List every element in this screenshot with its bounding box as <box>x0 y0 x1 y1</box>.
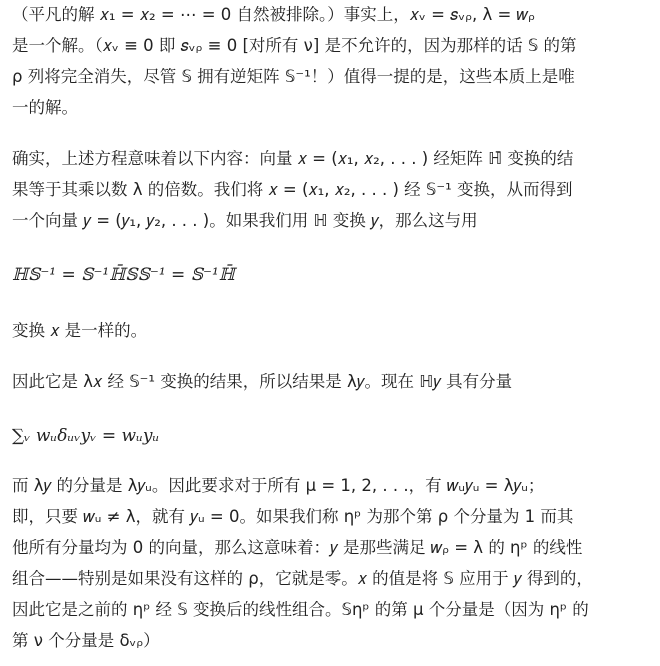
text-line: 而 λ𝑦 的分量是 λ𝑦ᵤ。因此要求对于所有 μ = 1, 2, . . .，有 𝑤ᵤ𝑦ᵤ = λ𝑦ᵤ； <box>12 476 545 495</box>
display-equation: ℍ𝕊⁻¹ = 𝕊⁻¹ℍ̄𝕊𝕊⁻¹ = 𝕊⁻¹ℍ̄ <box>12 265 235 285</box>
text-line: 组合——特别是如果没有这样的 ρ，它就是零。𝑥 的值是将 𝕊 应用于 𝑦 得到的， <box>12 569 593 588</box>
text-line: 即，只要 𝑤ᵤ ≠ λ，就有 𝑦ᵤ = 0。如果我们称 ηᵖ 为那个第 ρ 个分量为 1 而其 <box>12 507 574 526</box>
text-line: 因此它是 λ𝑥 经 𝕊⁻¹ 变换的结果，所以结果是 λ𝑦。现在 ℍ𝑦 具有分量 <box>12 372 513 391</box>
text-line: （平凡的解 𝑥₁ = 𝑥₂ = ⋯ = 0 自然被排除。）事实上，𝑥ᵥ = 𝑠ᵥᵨ, λ = 𝑤ᵨ <box>12 5 535 24</box>
text-line: 变换 𝑥 是一样的。 <box>12 321 148 340</box>
text-line: 他所有分量均为 0 的向量，那么这意味着：𝑦 是那些满足 𝑤ᵨ = λ 的 ηᵖ 的线性 <box>12 538 583 557</box>
text-line: 因此它是之前的 ηᵖ 经 𝕊 变换后的线性组合。𝕊ηᵖ 的第 μ 个分量是（因为 ηᵖ 的 <box>12 600 589 619</box>
display-equation: ∑ᵥ 𝑤ᵤδᵤᵥ𝑦ᵥ = 𝑤ᵤ𝑦ᵤ <box>12 426 160 446</box>
text-line: 一个向量 𝑦 = (𝑦₁, 𝑦₂, . . . )。如果我们用 ℍ 变换 𝑦，那么这与用 <box>12 211 478 230</box>
text-line: 果等于其乘以数 λ 的倍数。我们将 𝑥 = (𝑥₁, 𝑥₂, . . . ) 经 𝕊⁻¹ 变换，从而得到 <box>12 180 573 199</box>
text-line: 是一个解。（𝑥ᵥ ≡ 0 即 𝑠ᵥᵨ ≡ 0 [对所有 ν] 是不允许的，因为那样的话 𝕊 的第 <box>12 36 577 55</box>
text-line: 第 ν 个分量是 δᵥᵨ） <box>12 631 160 650</box>
text-line: 一的解。 <box>12 98 78 117</box>
text-line: 确实，上述方程意味着以下内容：向量 𝑥 = (𝑥₁, 𝑥₂, . . . ) 经矩阵 ℍ̄ 变换的结 <box>12 149 574 168</box>
text-line: ρ 列将完全消失，尽管 𝕊 拥有逆矩阵 𝕊⁻¹！）值得一提的是，这些本质上是唯 <box>12 67 575 86</box>
